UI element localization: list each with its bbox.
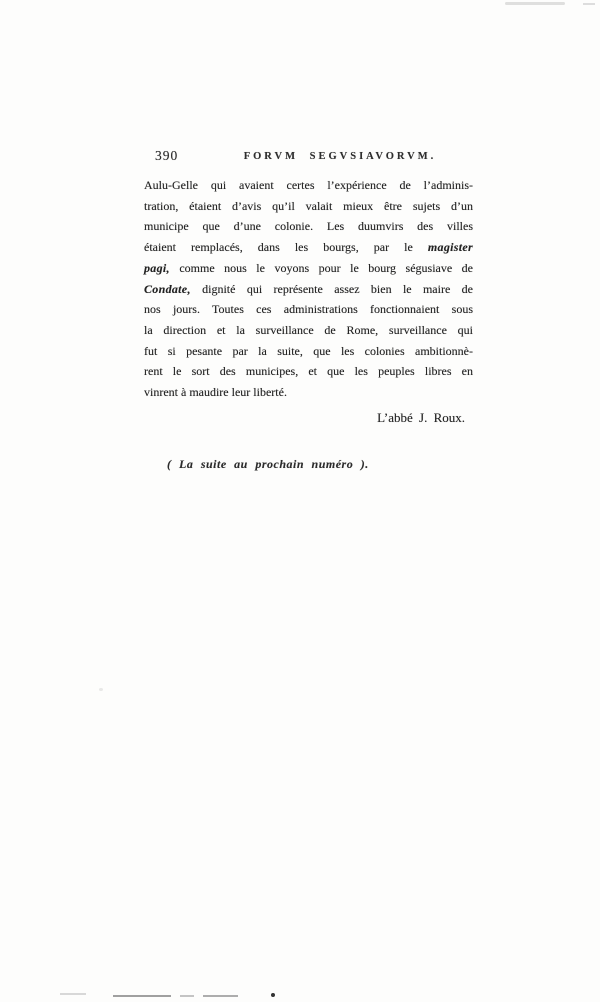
text-line bbox=[144, 196, 473, 217]
text-line bbox=[144, 299, 473, 320]
page-number: 390 bbox=[155, 148, 179, 163]
body-paragraph bbox=[144, 175, 473, 403]
scan-artifact bbox=[271, 993, 275, 997]
text-segment: fut si pesante par la suite, que les colonies ambitionnè- bbox=[144, 343, 473, 358]
text-segment-italic: pagi, bbox=[144, 260, 170, 275]
scan-artifact bbox=[99, 688, 103, 691]
text-line bbox=[144, 341, 473, 362]
text-line bbox=[144, 361, 473, 382]
author-signature: L’abbé J. Roux. bbox=[377, 410, 465, 425]
text-segment: Aulu-Gelle qui avaient certes l’expérience de l’adminis- bbox=[144, 178, 473, 192]
text-segment: comme nous le voyons pour le bourg ségusiave de bbox=[169, 260, 473, 275]
scan-artifact bbox=[60, 993, 86, 995]
text-line bbox=[144, 258, 473, 279]
scan-artifact bbox=[180, 995, 194, 997]
scan-artifact bbox=[203, 995, 238, 997]
text-segment-italic: Condate, bbox=[144, 281, 191, 296]
text-line bbox=[144, 320, 473, 341]
text-segment: rent le sort des municipes, et que les peuples libres en bbox=[144, 364, 473, 379]
text-segment: vinrent à maudire leur liberté. bbox=[144, 385, 287, 400]
text-segment-italic: magister bbox=[427, 240, 473, 255]
scan-artifact bbox=[583, 3, 595, 5]
running-title: FORVM SEGVSIAVORVM. bbox=[243, 151, 437, 162]
scan-artifact bbox=[505, 2, 565, 5]
text-segment: nos jours. Toutes ces administrations fonctionnaient sous bbox=[144, 302, 473, 317]
text-segment: la direction et la surveillance de Rome, surveillance qui bbox=[144, 322, 473, 337]
continuation-note: ( La suite au prochain numéro ). bbox=[167, 457, 369, 471]
text-segment: dignité qui représente assez bien le maire de bbox=[190, 281, 473, 296]
text-line bbox=[144, 175, 473, 196]
scan-artifact bbox=[113, 995, 171, 997]
text-segment: tration, étaient d’avis qu’il valait mieux être sujets d’un bbox=[144, 198, 473, 213]
text-line bbox=[144, 382, 473, 403]
text-segment: étaient remplacés, dans les bourgs, par le bbox=[144, 240, 428, 255]
text-segment: municipe que d’une colonie. Les duumvirs des villes bbox=[144, 219, 473, 234]
text-line bbox=[144, 237, 473, 258]
text-line bbox=[144, 279, 473, 300]
text-line bbox=[144, 216, 473, 237]
